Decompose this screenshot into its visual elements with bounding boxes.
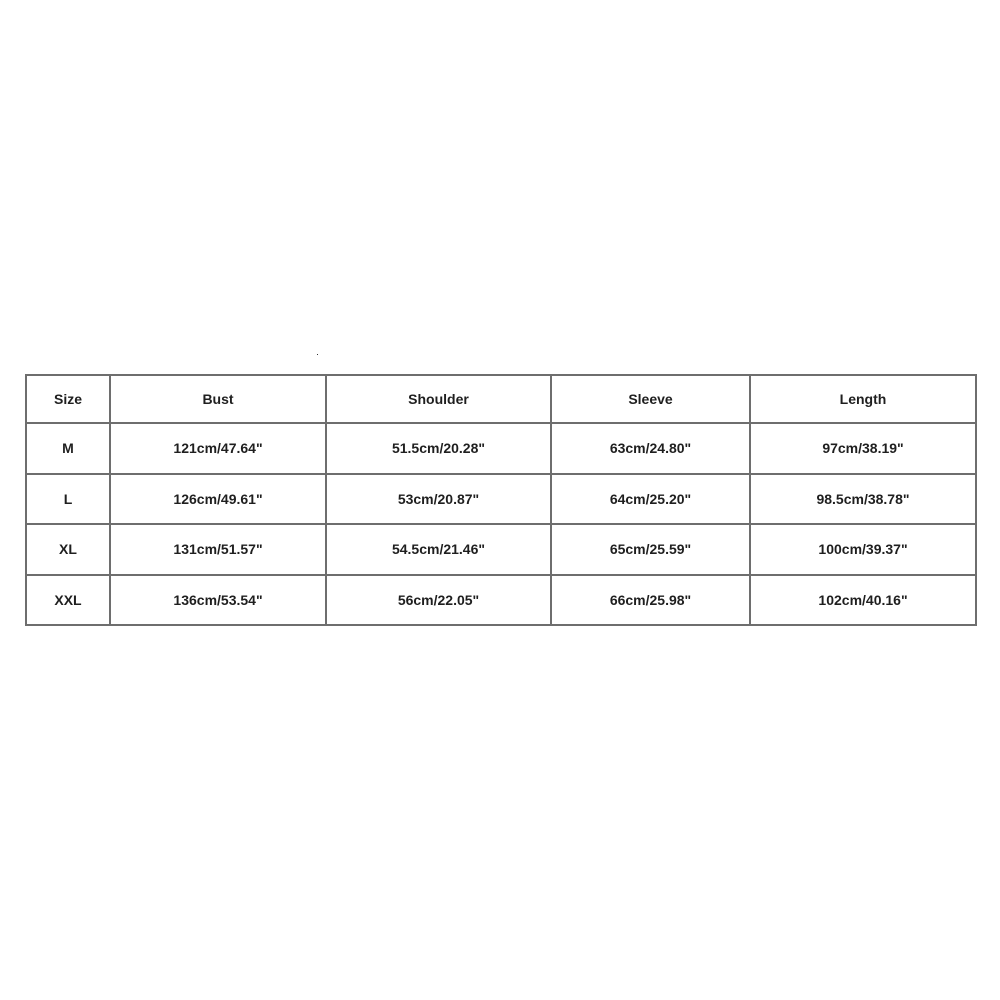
table-row [26, 524, 976, 575]
cell-length: 102cm/40.16" [750, 575, 976, 626]
header-shoulder: Shoulder [326, 375, 551, 423]
header-bust: Bust [110, 375, 326, 423]
cell-size: L [26, 474, 110, 525]
table-header-row [26, 375, 976, 423]
cell-bust: 136cm/53.54" [110, 575, 326, 626]
cell-sleeve: 65cm/25.59" [551, 524, 750, 575]
cell-shoulder: 56cm/22.05" [326, 575, 551, 626]
cell-length: 97cm/38.19" [750, 423, 976, 474]
stray-dot [317, 354, 318, 355]
cell-bust: 131cm/51.57" [110, 524, 326, 575]
cell-length: 98.5cm/38.78" [750, 474, 976, 525]
cell-size: XL [26, 524, 110, 575]
table-row [26, 575, 976, 626]
cell-shoulder: 51.5cm/20.28" [326, 423, 551, 474]
cell-sleeve: 63cm/24.80" [551, 423, 750, 474]
size-chart-table [25, 374, 977, 626]
cell-sleeve: 66cm/25.98" [551, 575, 750, 626]
cell-shoulder: 54.5cm/21.46" [326, 524, 551, 575]
cell-size: M [26, 423, 110, 474]
table-row [26, 423, 976, 474]
cell-shoulder: 53cm/20.87" [326, 474, 551, 525]
cell-size: XXL [26, 575, 110, 626]
cell-length: 100cm/39.37" [750, 524, 976, 575]
header-length: Length [750, 375, 976, 423]
cell-sleeve: 64cm/25.20" [551, 474, 750, 525]
header-size: Size [26, 375, 110, 423]
cell-bust: 121cm/47.64" [110, 423, 326, 474]
header-sleeve: Sleeve [551, 375, 750, 423]
table-row [26, 474, 976, 525]
cell-bust: 126cm/49.61" [110, 474, 326, 525]
